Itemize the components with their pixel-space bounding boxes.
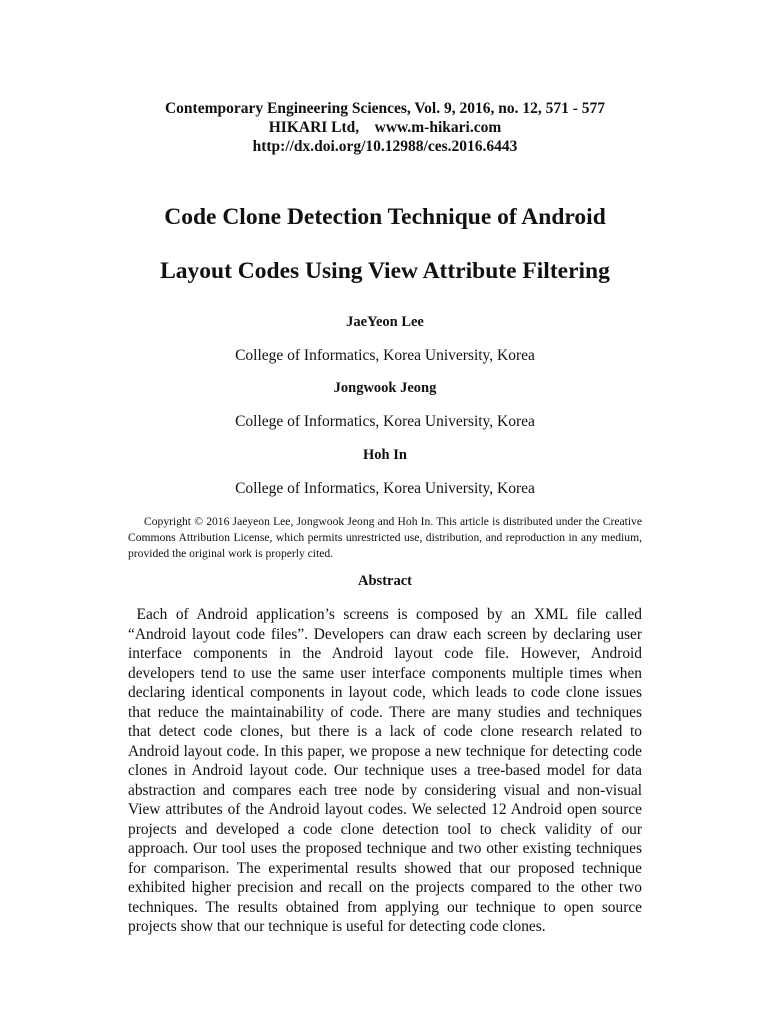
abstract-line: approach. Our tool uses the proposed technique and two other existing techniques [128, 840, 642, 857]
author-name: JaeYeon Lee [346, 314, 424, 330]
author-name: Jongwook Jeong [333, 380, 437, 396]
abstract-line: exhibited higher precision and recall on the projects compared to the other two [128, 879, 642, 896]
abstract-line: that detect code clones, but there is a lack of code clone research related to [128, 723, 642, 740]
abstract-line: developers tend to use the same user interface components multiple times when [128, 664, 642, 682]
paper-title-line-2: Layout Codes Using View Attribute Filtering [160, 258, 610, 284]
abstract-heading: Abstract [358, 573, 412, 589]
abstract-line: projects show that our technique is useful for detecting code clones. [128, 918, 546, 935]
author-affiliation: College of Informatics, Korea University, Korea [235, 413, 535, 430]
abstract-line: that reduce the maintainability of code. There are many studies and techniques [128, 703, 642, 721]
abstract-line: techniques. The results obtained from applying our technique to open source [128, 898, 642, 916]
abstract-line: for comparison. The experimental results showed that our proposed technique [128, 859, 642, 877]
abstract-body [128, 605, 642, 937]
author-affiliation: College of Informatics, Korea University, Korea [235, 347, 535, 364]
paper-title-line-1: Code Clone Detection Technique of Android [164, 204, 606, 230]
abstract-line: projects and developed a code clone detection tool to check validity of our [128, 820, 642, 838]
publisher-line: HIKARI Ltd, www.m-hikari.com [268, 119, 502, 136]
abstract-line: View attributes of the Android layout codes. We selected 12 Android open source [128, 801, 642, 818]
abstract-line: Android layout code. In this paper, we propose a new technique for detecting code [128, 742, 642, 760]
doi-link[interactable]: http://dx.doi.org/10.12988/ces.2016.6443 [252, 138, 518, 155]
abstract-line: interface components in the Android layout code file. However, Android [128, 645, 642, 662]
abstract-line: declaring identical components in layout code, which leads to code clone issues [128, 684, 642, 701]
abstract-line: “Android layout code files”. Developers can draw each screen by declaring user [128, 625, 642, 643]
journal-citation: Contemporary Engineering Sciences, Vol. 9, 2016, no. 12, 571 - 577 [164, 100, 606, 117]
journal-header [0, 99, 770, 156]
copyright-notice: Copyright © 2016 Jaeyeon Lee, Jongwook Jeong and Hoh In. This article is distributed under the Creative Commons Attribution License, which permits unrestricted use, distribution, and reproduction in any medium, provided the original work is properly cited. [128, 515, 642, 560]
abstract-line: clones in Android layout code. Our technique uses a tree-based model for data [128, 762, 642, 779]
author-name: Hoh In [363, 447, 407, 463]
abstract-line: Each of Android application’s screens is composed by an XML file called [128, 606, 642, 623]
abstract-line: abstraction and compares each tree node by considering visual and non-visual [128, 781, 642, 799]
author-affiliation: College of Informatics, Korea University, Korea [235, 480, 535, 497]
